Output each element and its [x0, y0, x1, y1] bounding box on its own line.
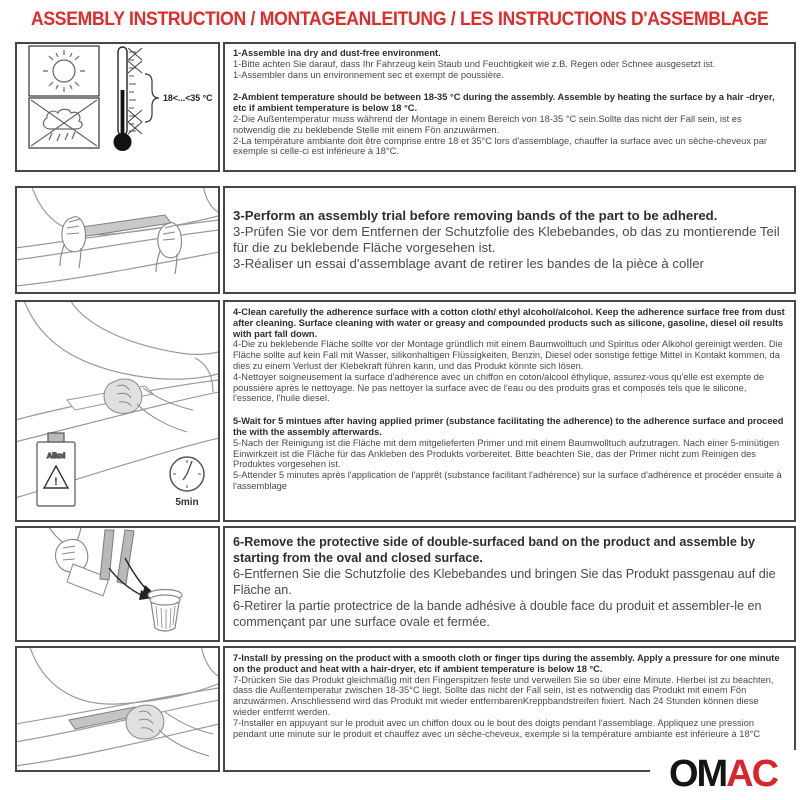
wiping-hand-icon: [104, 379, 193, 432]
instruction-4-de: 4-Die zu beklebende Fläche sollte vor der Montage gründlich mit einem Baumwolltuch und Spiritus oder Alkohol gereinigt werden. Die Fläche sollte auf kein Fall mit Wasser, silikonhaltigen Flüssigkeiten, Benzin, Diesel oder sonstige fettige Mittel in Kontakt kommen, da dies zu einem Verlust der Klebekraft führen kann, und das Produkt könnte sich lösen.: [233, 339, 783, 371]
trash-can-icon: [148, 590, 182, 632]
no-rain-icon: [29, 98, 99, 148]
environment-temperature-illustration: [17, 44, 218, 170]
page-title-text: ASSEMBLY INSTRUCTION / MONTAGEANLEITUNG / LES INSTRUCTIONS D'ASSEMBLAGE: [31, 7, 769, 30]
instruction-6-de: 6-Entfernen Sie die Schutzfolie des Klebebandes und bringen Sie das Produkt passgenau auf die Fläche an.: [233, 567, 776, 597]
instruction-1-en: 1-Assemble ina dry and dust-free environment.: [233, 48, 441, 58]
instruction-3-de: 3-Prüfen Sie vor dem Entfernen der Schutzfolie des Klebebandes, ob das zu montierende Teil für die zu beklebende Fläche vorgesehen ist.: [233, 224, 780, 255]
text-cell-row2: [223, 186, 796, 294]
instruction-2-de: 2-Die Außentemperatur muss während der Montage in einem Bereich von 18-35 °C sein.Sollte das nicht der Fall sein, ist es notwendig die zu beklebende Stelle mit einem Fön anzuwärmen.: [233, 113, 742, 135]
instruction-3-fr: 3-Réaliser un essai d'assemblage avant de retirer les bandes de la pièce à coller: [233, 255, 704, 271]
instruction-3-en: 3-Perform an assembly trial before removing bands of the part to be adhered.: [233, 208, 718, 224]
warning-exclamation: !: [54, 476, 58, 488]
temperature-range-label: 18<...<35 °C: [163, 93, 213, 103]
illustration-cell-assembly-trial: [15, 186, 220, 294]
protective-film-strips: [100, 530, 134, 584]
instruction-section-3: [233, 208, 785, 271]
instruction-6-en: 6-Remove the protective side of double-surfaced band on the product and assemble by starting from the oval and closed surface.: [233, 535, 756, 565]
clock-icon: [170, 457, 204, 491]
trim-strip: [75, 215, 171, 237]
text-cell-row1: [223, 42, 796, 172]
text-cell-row4: [223, 526, 796, 642]
instruction-5-fr: 5-Attender 5 minutes après l'application de l'apprêt (substance facilitant l'adhérence) sur la surface d'adhérence et procéder ensuite à l'assemblage: [233, 470, 782, 491]
assembly-trial-illustration: [17, 188, 218, 292]
peeling-hand-icon: [47, 528, 88, 572]
press-product-illustration: [17, 648, 218, 770]
text-cell-row3: [223, 300, 796, 522]
omac-logo: [650, 750, 796, 798]
instruction-2-en: 2-Ambient temperature should be between 18-35 °C during the assembly. Assemble by heating the surface by a hair -dryer, etc if ambient temperature is below 18 °C.: [233, 92, 775, 114]
left-hand-icon: [60, 217, 85, 268]
page-title: [0, 3, 800, 35]
sun-icon: [29, 46, 99, 96]
instruction-section-2: [233, 92, 785, 157]
car-door-outline: [17, 188, 218, 286]
illustration-cell-remove-film: [15, 526, 220, 642]
instruction-4-fr: 4-Nettoyer soigneusement la surface d'adhérence avec un chiffon en coton/alcool éthylique, assurez-vous qu'elle est exempte de poussière après le nettoyage. Ne pas nettoyer la surface avec de l'eau ou des produits gras et composés tels que le silicone, l'essence, l'huile diesel.: [233, 371, 765, 404]
bottle-label: Alkol: [46, 451, 66, 460]
instruction-7-fr: 7-Installer en appuyant sur le produit avec un chiffon doux ou le bout des doigts pendant l'assemblage. Appliquez une pression pendant une minute sur le produit et chauffez avec un sèche-cheveux, exemple si la température ambiante est inférieure à 18°C: [233, 717, 761, 739]
instruction-5-de: 5-Nach der Reinigung ist die Fläche mit dem mitgelieferten Primer und mit einem Baumwolltuch aufzutragen. Nach einer 5-minütigen Einwirkzeit ist die Fläche für das Ankleben des Produkts vorbereitet. Bitte beachten Sie, das der Primer nicht zum Reinigen des Produktes vorgesehen ist.: [233, 437, 780, 470]
instruction-7-en: 7-Install by pressing on the product with a smooth cloth or finger tips during the assembly. Apply a pressure for one minute on the product and heat with a hair-dryer, etc if ambient temperature is below 18 °C.: [233, 653, 780, 674]
illustration-cell-press-product: [15, 646, 220, 772]
illustration-cell-cleaning: [15, 300, 220, 522]
thermometer-icon: [114, 47, 214, 151]
omac-logo-black-part: OM: [668, 753, 727, 795]
right-hand-icon: [156, 223, 181, 274]
alcohol-bottle-icon: [37, 433, 75, 506]
instruction-7-de: 7-Drücken Sie das Produkt gleichmäßig mit den Fingerspitzen feste und verweilen Sie so über eine Minute. Hierbei ist zu beachten, dass die Außentemperatur zwischen 18-35°C liegt. Sollte das nicht der Fall sein, ist es notwendig das Produkt mit einem Fön anzuwärmen. Anschliessend wird das Produkt mit wieder entfernbarenKreppbandstreifen fixiert. Nach 24 Stunden können diese wieder entfernt werden.: [233, 674, 774, 717]
omac-logo-red-part: AC: [726, 753, 778, 795]
instruction-4-en: 4-Clean carefully the adherence surface with a cotton cloth/ ethyl alcohol/alcohol. Keep the adherence surface free from dust after cleaning. Surface cleaning with water or greasy and compounded products such as silicone, gasoline, diesel oil results with part fall down.: [233, 307, 785, 339]
instruction-section-6: [233, 534, 785, 630]
instruction-section-4: [233, 307, 785, 404]
instruction-2-fr: 2-La température ambiante doit être comprise entre 18 et 35°C lors d'assemblage, chauffer la surface avec un sèche-cheveux par exemple si celle-ci est inférieure à 18°C.: [233, 135, 767, 157]
instruction-6-fr: 6-Retirer la partie protectrice de la bande adhésive à double face du produit et assembler-le en commençant par une surface ovale et fermée.: [233, 599, 762, 629]
remove-film-illustration: [17, 528, 218, 640]
cleaning-illustration: [17, 302, 218, 520]
instruction-5-en: 5-Wait for 5 mintues after having applied primer (substance facilitating the adherence) to the adherence surface and proceed the with the assembly afterwards.: [233, 416, 784, 437]
instruction-1-fr: 1-Assembler dans un environnement sec et exempt de poussière.: [233, 69, 504, 80]
instruction-section-5: [233, 416, 785, 492]
instruction-section-7: [233, 653, 785, 739]
instruction-1-de: 1-Bitte achten Sie darauf, dass Ihr Fahrzeug kein Staub und Feuchtigkeit wie z.B. Regen oder Schnee ausgesetzt ist.: [233, 58, 716, 69]
clock-label: 5min: [175, 497, 199, 508]
instruction-section-1: [233, 48, 785, 80]
illustration-cell-environment: [15, 42, 220, 172]
pressing-hand-icon: [126, 705, 213, 756]
